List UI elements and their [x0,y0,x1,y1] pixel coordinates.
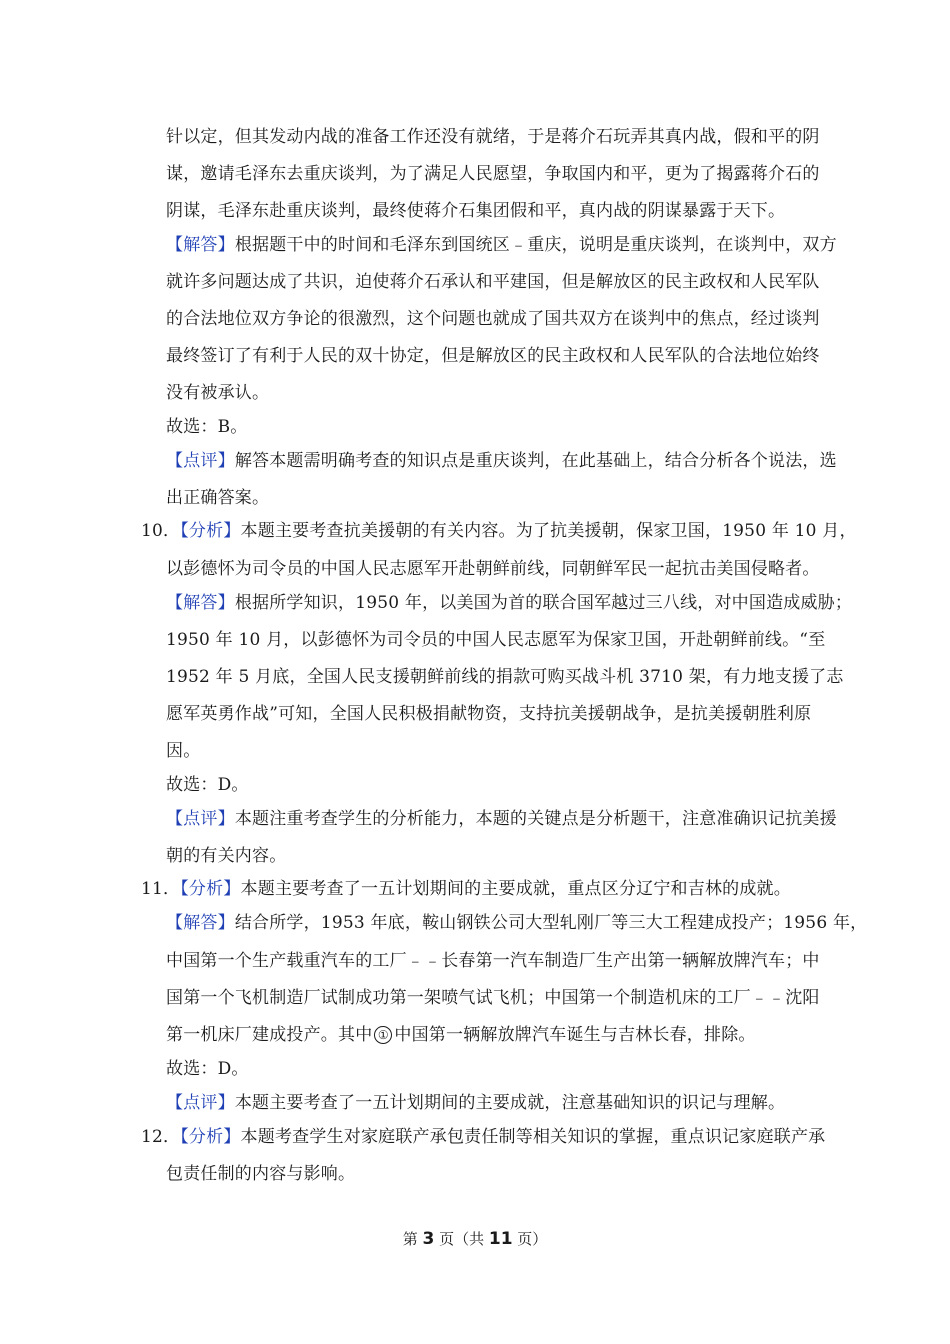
analysis-tag: 【分析】 [180,879,241,899]
analysis-tag: 【分析】 [180,1127,241,1147]
text-segment: 解答本题需明确考查的知识点是重庆谈判，在此基础上，结合分析各个说法，选 [234,451,837,471]
analysis-tag: 【分析】 [180,521,241,541]
choice-line: 故选：D。 [166,1059,249,1079]
current-page-number: 3 [422,1229,435,1249]
answer-block-10 [166,590,852,616]
text-segment: 根据所学知识，1950 年，以美国为首的联合国军越过三八线，对中国造成威胁； [234,593,853,613]
text-segment: 本题主要考查了一五计划期间的主要成就，注意基础知识的识记与理解。 [234,1093,786,1113]
text-line: 朝的有关内容。 [166,846,287,866]
text-segment: 本题主要考查抗美援朝的有关内容。为了抗美援朝，保家卫国，1950 年 10 月， [240,521,857,541]
answer-tag: 【解答】 [166,235,235,255]
text-segment: 本题注重考查学生的分析能力，本题的关键点是分析题干，注意准确识记抗美援 [234,809,837,829]
text-line: 中国第一个生产载重汽车的工厂﹣﹣长春第一汽车制造厂生产出第一辆解放牌汽车；中 [166,951,820,971]
text-line: 的合法地位双方争论的很激烈，这个问题也就成了国共双方在谈判中的焦点，经过谈判 [166,309,820,329]
text-line [166,1022,756,1048]
choice-line: 故选：B。 [166,417,248,437]
text-line: 1950 年 10 月，以彭德怀为司令员的中国人民志愿军为保家卫国，开赴朝鲜前线。“至 [166,630,826,650]
text-line: 阴谋，毛泽东赴重庆谈判，最终使蒋介石集团假和平，真内战的阴谋暴露于天下。 [166,201,786,221]
text-line: 没有被承认。 [166,383,270,403]
text-line: 出正确答案。 [166,488,270,508]
comment-block-9 [166,448,837,474]
question-number: 12． [141,1127,181,1147]
question-10-header [141,518,857,544]
footer-text: 第 [402,1230,423,1248]
text-line: 以彭德怀为司令员的中国人民志愿军开赴朝鲜前线，同朝鲜军民一起抗击美国侵略者。 [166,559,820,579]
question-12-header [141,1124,825,1150]
text-segment: 本题考查学生对家庭联产承包责任制等相关知识的掌握，重点识记家庭联产承 [240,1127,826,1147]
question-number: 10． [141,521,181,541]
page-footer [0,1228,950,1250]
text-segment: 中国第一辆解放牌汽车诞生与吉林长春，排除。 [394,1025,756,1045]
answer-tag: 【解答】 [166,913,235,933]
answer-block-9 [166,232,837,258]
circled-number-one: ① [374,1026,392,1044]
comment-block-11 [166,1090,785,1116]
text-line: 就许多问题达成了共识，迫使蒋介石承认和平建国，但是解放区的民主政权和人民军队 [166,272,820,292]
text-segment: 根据题干中的时间和毛泽东到国统区﹣重庆，说明是重庆谈判，在谈判中，双方 [234,235,837,255]
text-line: 因。 [166,741,201,761]
text-line: 针以定，但其发动内战的准备工作还没有就绪，于是蒋介石玩弄其真内战，假和平的阴 [166,127,820,147]
comment-block-10 [166,806,837,832]
comment-tag: 【点评】 [166,451,235,471]
text-line: 1952 年 5 月底，全国人民支援朝鲜前线的捐款可购买战斗机 3710 架，有力地支援了志 [166,667,844,687]
total-page-number: 11 [488,1229,513,1249]
text-segment: 本题主要考查了一五计划期间的主要成就，重点区分辽宁和吉林的成就。 [240,879,791,899]
comment-tag: 【点评】 [166,1093,235,1113]
text-segment: 结合所学，1953 年底，鞍山钢铁公司大型轧刚厂等三大工程建成投产；1956 年， [234,913,868,933]
question-number: 11． [141,879,181,899]
footer-text: 页（共 [434,1230,489,1248]
choice-line: 故选：D。 [166,775,249,795]
text-line: 最终签订了有利于人民的双十协定，但是解放区的民主政权和人民军队的合法地位始终 [166,346,820,366]
text-segment: 第一机床厂建成投产。其中 [166,1025,373,1045]
answer-block-11 [166,910,867,936]
footer-text: 页） [512,1230,548,1248]
comment-tag: 【点评】 [166,809,235,829]
answer-tag: 【解答】 [166,593,235,613]
text-line: 愿军英勇作战”可知，全国人民积极捐献物资，支持抗美援朝战争，是抗美援朝胜利原 [166,704,812,724]
question-11-header [141,876,791,902]
text-line: 国第一个飞机制造厂试制成功第一架喷气试飞机；中国第一个制造机床的工厂﹣﹣沈阳 [166,988,820,1008]
text-line: 谋，邀请毛泽东去重庆谈判，为了满足人民愿望，争取国内和平，更为了揭露蒋介石的 [166,164,820,184]
text-line: 包责任制的内容与影响。 [166,1164,356,1184]
